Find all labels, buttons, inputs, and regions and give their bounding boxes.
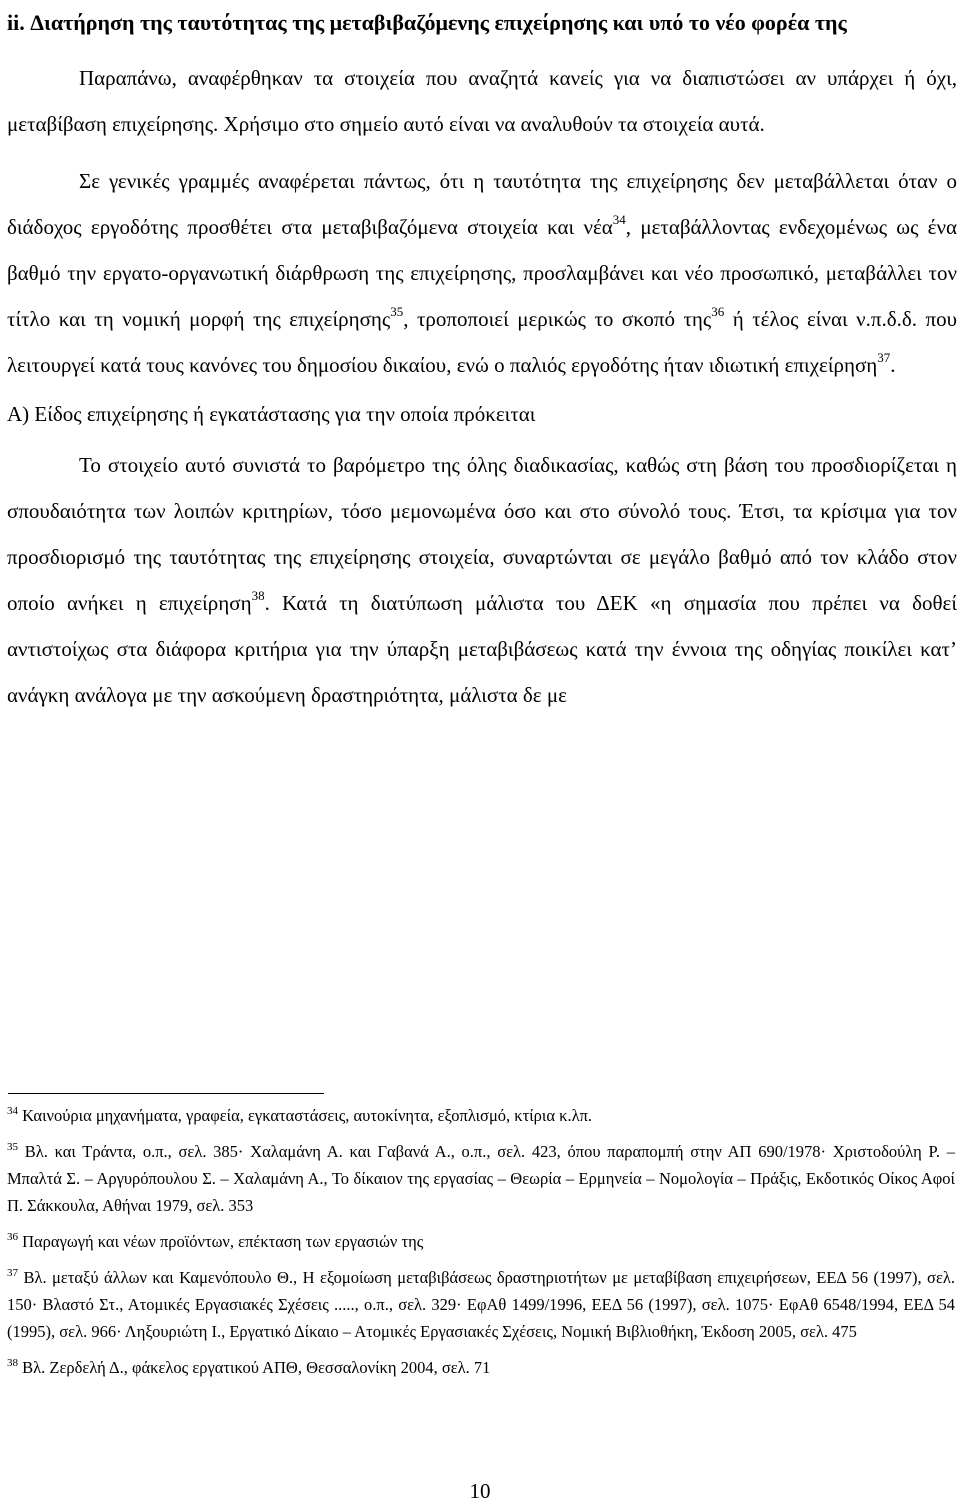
footnote-38 bbox=[7, 1354, 955, 1381]
footnote-text: Καινούρια μηχανήματα, γραφεία, εγκαταστάσεις, αυτοκίνητα, εξοπλισμό, κτίρια κ.λπ. bbox=[18, 1106, 593, 1125]
section-title: Διατήρηση της ταυτότητας της μεταβιβαζόμενης επιχείρησης και υπό το νέο φορέα της bbox=[30, 10, 847, 35]
footnote-text: Παραγωγή και νέων προϊόντων, επέκταση των εργασιών της bbox=[18, 1232, 424, 1251]
paragraph-text: , τροποποιεί μερικώς το σκοπό της bbox=[403, 307, 712, 331]
footnote-ref-38[interactable]: 38 bbox=[251, 588, 265, 603]
footnote-ref-34[interactable]: 34 bbox=[612, 212, 626, 227]
paragraph-text: , μεταβάλλοντας ενδεχομένως ως ένα βαθμό την εργατο-οργανωτική διάρθρωση της επιχείρησης, προσλαμβάνει και νέο προσωπικό, μεταβάλλει τον τίτλο και τη νομική μορφή της επιχείρησης bbox=[7, 215, 957, 331]
footnote-34 bbox=[7, 1102, 955, 1129]
footnote-separator bbox=[8, 1093, 324, 1094]
section-number: ii. bbox=[7, 10, 31, 35]
paragraph-text: Το στοιχείο αυτό συνιστά το βαρόμετρο της όλης διαδικασίας, καθώς στη βάση του προσδιορίζεται η σπουδαιότητα των λοιπών κριτηρίων, τόσο μεμονωμένα όσο και στο σύνολό τους. Έτσι, τα κρίσιμα για τον προσδιορισμό της ταυτότητας της επιχείρησης στοιχεία, συναρτώνται σε μεγάλο βαθμό από τον κλάδο στον οποίο ανήκει η επιχείρηση bbox=[7, 453, 957, 615]
footnote-number: 34 bbox=[7, 1104, 18, 1117]
footnote-35 bbox=[7, 1138, 955, 1219]
paragraph-text: ή τέλος είναι ν.π.δ.δ. που λειτουργεί κατά τους κανόνες του δημοσίου δικαίου, ενώ ο παλιός εργοδότης ήταν ιδιωτική επιχείρηση bbox=[7, 307, 957, 377]
paragraph-identity bbox=[7, 158, 957, 388]
footnote-ref-35[interactable]: 35 bbox=[390, 304, 404, 319]
footnote-ref-37[interactable]: 37 bbox=[877, 350, 891, 365]
footnote-text: Βλ. μεταξύ άλλων και Καμενόπουλο Θ., Η εξομοίωση μεταβιβάσεως δραστηριοτήτων με μεταβίβαση επιχειρήσεων, ΕΕΔ 56 (1997), σελ. 150· Βλαστό Στ., Ατομικές Εργασιακές Σχέσεις ....., ο.π., σελ. 329· ΕφΑθ 1499/1996, ΕΕΔ 56 (1997), σελ. 1075· ΕφΑθ 6548/1994, ΕΕΔ 54 (1995), σελ. 966· Ληξουριώτη Ι., Εργατικό Δίκαιο – Ατομικές Εργασιακές Σχέσεις, Νομική Βιβλιοθήκη, Έκδοση 2005, σελ. 475 bbox=[7, 1268, 955, 1341]
paragraph-text: . bbox=[890, 353, 896, 377]
footnote-36 bbox=[7, 1228, 955, 1255]
section-heading bbox=[7, 0, 957, 46]
subsection-heading: Α) Είδος επιχείρησης ή εγκατάστασης για την οποία πρόκειται bbox=[7, 402, 536, 426]
footnote-text: Βλ. και Τράντα, ο.π., σελ. 385· Χαλαμάνη Α. και Γαβανά Α., ο.π., σελ. 423, όπου παραπομπή στην ΑΠ 690/1978· Χριστοδούλη Ρ. – Μπαλτά Σ. – Αργυρόπουλου Σ. – Χαλαμάνη Α., Το δίκαιον της εργασίας – Θεωρία – Ερμηνεία – Νομολογία – Πράξις, Εκδοτικός Οίκος Αφοί Π. Σάκκουλα, Αθήναι 1979, σελ. 353 bbox=[7, 1142, 955, 1215]
paragraph-business-type bbox=[7, 442, 957, 718]
page-number: 10 bbox=[469, 1479, 491, 1503]
footnote-number: 37 bbox=[7, 1266, 18, 1279]
paragraph-text: Σε γενικές γραμμές αναφέρεται πάντως, ότι η ταυτότητα της επιχείρησης δεν μεταβάλλεται όταν ο διάδοχος εργοδότης προσθέτει στα μεταβιβαζόμενα στοιχεία και νέα bbox=[7, 169, 957, 239]
footnote-ref-36[interactable]: 36 bbox=[711, 304, 725, 319]
footnote-number: 36 bbox=[7, 1230, 18, 1243]
footnote-number: 38 bbox=[7, 1356, 18, 1369]
footnotes bbox=[7, 1102, 955, 1390]
footnote-number: 35 bbox=[7, 1140, 18, 1153]
footnote-37 bbox=[7, 1264, 955, 1345]
footnote-text: Βλ. Ζερδελή Δ., φάκελος εργατικού ΑΠΘ, Θεσσαλονίκη 2004, σελ. 71 bbox=[18, 1358, 491, 1377]
paragraph-text: . Κατά τη διατύπωση μάλιστα του ΔΕΚ «η σημασία που πρέπει να δοθεί αντιστοίχως στα διάφορα κριτήρια για την ύπαρξη μεταβιβάσεως κατά την έννοια της οδηγίας ποικίλει κατ’ ανάγκη ανάλογα με την ασκούμενη δραστηριότητα, μάλιστα δε με bbox=[7, 591, 958, 707]
paragraph-intro: Παραπάνω, αναφέρθηκαν τα στοιχεία που αναζητά κανείς για να διαπιστώσει αν υπάρχει ή όχι, μεταβίβαση επιχείρησης. Χρήσιμο στο σημείο αυτό είναι να αναλυθούν τα στοιχεία αυτά. bbox=[7, 66, 957, 136]
document-page bbox=[7, 0, 957, 718]
